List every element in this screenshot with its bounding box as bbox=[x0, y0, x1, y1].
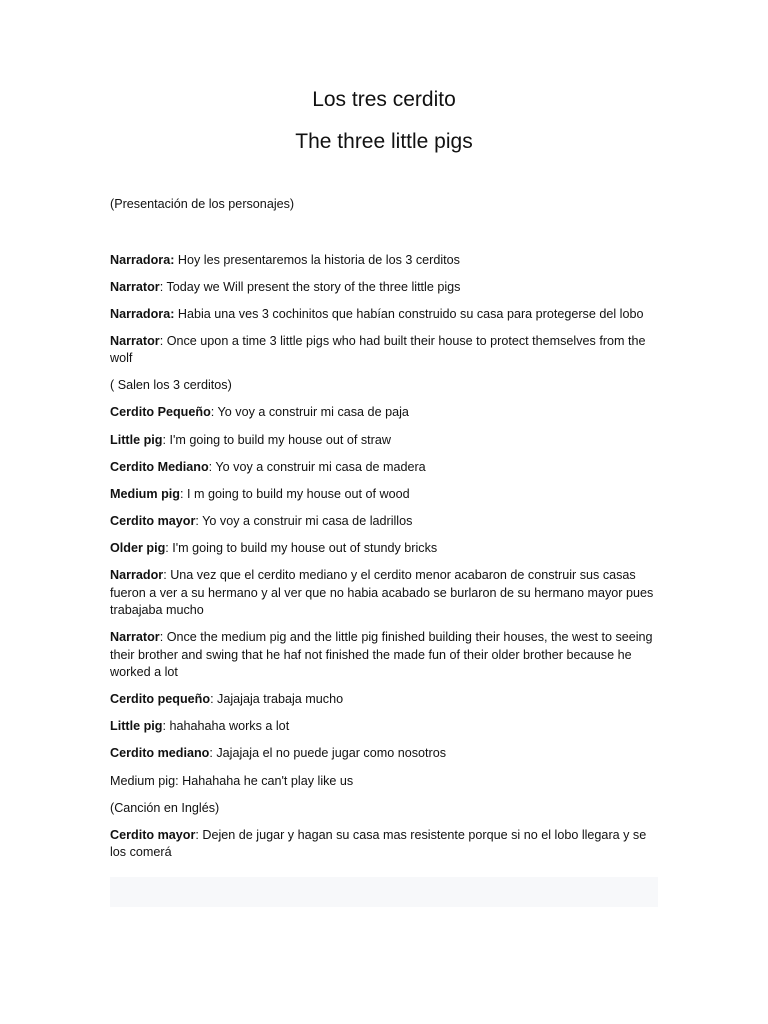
speaker-name: Cerdito Mediano bbox=[110, 459, 209, 474]
script-body bbox=[110, 196, 660, 871]
line-text: : Today we Will present the story of the three little pigs bbox=[159, 279, 461, 294]
line-text: : I'm going to build my house out of stundy bricks bbox=[165, 540, 438, 555]
speaker-name: Cerdito mediano bbox=[110, 746, 210, 761]
dialogue-line bbox=[110, 745, 660, 763]
line-text: Habia una ves 3 cochinitos que habían construido su casa para protegerse del lobo bbox=[174, 306, 644, 321]
intro-note: (Presentación de los personajes) bbox=[110, 197, 295, 211]
dialogue-line bbox=[110, 540, 660, 558]
dialogue-line bbox=[110, 691, 660, 709]
dialogue-line bbox=[110, 252, 660, 270]
line-text: : Once upon a time 3 little pigs who had built their house to protect themselves from the wolf bbox=[110, 333, 646, 366]
speaker-name: Narrator bbox=[110, 279, 160, 294]
dialogue-lines bbox=[110, 252, 660, 862]
line-text: : I'm going to build my house out of straw bbox=[162, 432, 391, 447]
dialogue-line bbox=[110, 718, 660, 736]
line-text: : I m going to build my house out of wood bbox=[179, 486, 410, 501]
speaker-name: Cerdito pequeño bbox=[110, 692, 211, 707]
speaker-name: Narrador bbox=[110, 568, 164, 583]
line-text: : Jajajaja trabaja mucho bbox=[210, 692, 344, 707]
dialogue-line bbox=[110, 377, 660, 395]
dialogue-line bbox=[110, 404, 660, 422]
dialogue-line bbox=[110, 486, 660, 504]
dialogue-line bbox=[110, 279, 660, 297]
dialogue-line bbox=[110, 827, 660, 862]
dialogue-line bbox=[110, 459, 660, 477]
speaker-name: Cerdito Pequeño bbox=[110, 405, 211, 420]
line-text: : Una vez que el cerdito mediano y el cerdito menor acabaron de construir sus casas fueron a ver a su hermano y al ver que no habia acabado se burlaron de su hermano mayor pues trabajaba mucho bbox=[110, 568, 654, 618]
line-text: : Dejen de jugar y hagan su casa mas resistente porque si no el lobo llegara y se los comerá bbox=[110, 827, 647, 860]
line-text: : Once the medium pig and the little pig finished building their houses, the west to seeing their brother and swing that he haf not finished the made fun of their older brother because he worked a lot bbox=[110, 630, 653, 680]
line-text: : Yo voy a construir mi casa de paja bbox=[210, 405, 409, 420]
speaker-name: Little pig bbox=[110, 432, 163, 447]
speaker-name: Narradora: bbox=[110, 252, 175, 267]
speaker-name: Older pig bbox=[110, 540, 166, 555]
shaded-box bbox=[110, 877, 658, 907]
dialogue-line bbox=[110, 773, 660, 791]
line-text: : hahahaha works a lot bbox=[162, 719, 290, 734]
dialogue-line bbox=[110, 513, 660, 531]
line-text: : Jajajaja el no puede jugar como nosotros bbox=[209, 746, 447, 761]
line-text: Hoy les presentaremos la historia de los 3 cerditos bbox=[174, 252, 460, 267]
speaker-name: Little pig bbox=[110, 719, 163, 734]
page-title: Los tres cerdito bbox=[312, 88, 456, 111]
page-subtitle: The three little pigs bbox=[295, 130, 473, 153]
line-text: : Yo voy a construir mi casa de madera bbox=[208, 459, 426, 474]
speaker-name: Narradora: bbox=[110, 306, 175, 321]
line-text: ( Salen los 3 cerditos) bbox=[110, 378, 232, 393]
speaker-name: Cerdito mayor bbox=[110, 513, 196, 528]
speaker-name: Narrator bbox=[110, 630, 160, 645]
dialogue-line bbox=[110, 800, 660, 818]
speaker-name: Cerdito mayor bbox=[110, 827, 196, 842]
line-text: : Yo voy a construir mi casa de ladrillos bbox=[195, 513, 413, 528]
dialogue-line bbox=[110, 567, 660, 620]
dialogue-line bbox=[110, 333, 660, 368]
title-block bbox=[0, 86, 768, 156]
dialogue-line bbox=[110, 629, 660, 682]
dialogue-line bbox=[110, 432, 660, 450]
speaker-name: Medium pig bbox=[110, 486, 180, 501]
line-text: (Canción en Inglés) bbox=[110, 800, 220, 815]
line-text: Medium pig: Hahahaha he can't play like us bbox=[110, 773, 354, 788]
speaker-name: Narrator bbox=[110, 333, 160, 348]
dialogue-line bbox=[110, 306, 660, 324]
